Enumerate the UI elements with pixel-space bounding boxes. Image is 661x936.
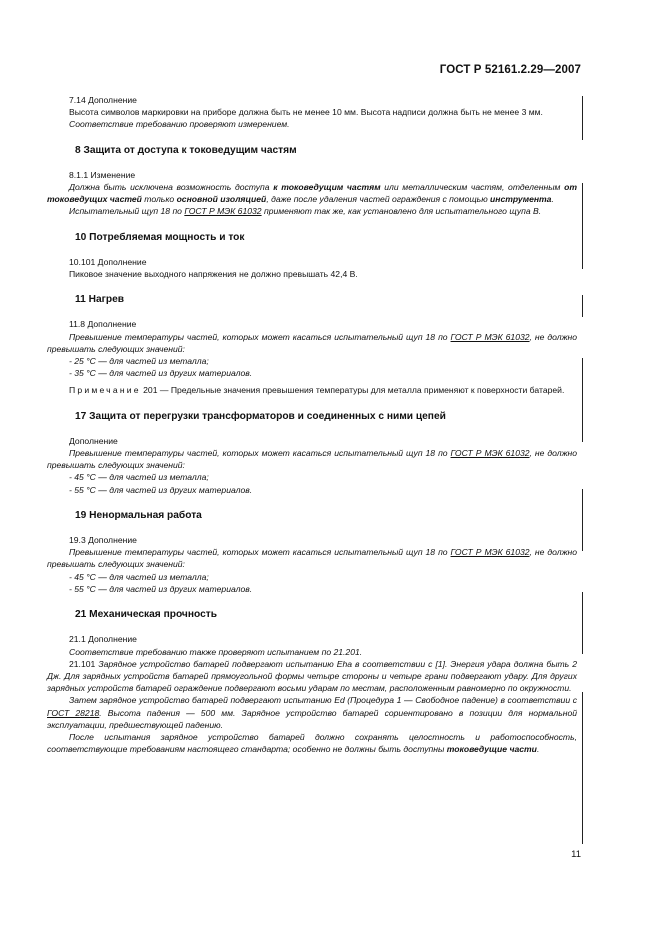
paragraph: Испытательный щуп 18 по ГОСТ Р МЭК 61032 применяют так же, как установлено для испытательного щупа B.	[69, 206, 542, 217]
section-heading: 21 Механическая прочность	[75, 609, 217, 621]
paragraph: Превышение температуры частей, которых может касаться испытательный щуп 18 по ГОСТ Р МЭК 61032, не должно превышать следующих значений:	[47, 547, 577, 570]
document-header: ГОСТ Р 52161.2.29—2007	[439, 64, 581, 76]
standard-link[interactable]: ГОСТ Р МЭК 61032	[184, 206, 262, 217]
note: Примечание 201 — Предельные значения превышения температуры для металла применяют к поверхности батарей.	[69, 385, 565, 396]
change-bar	[582, 358, 583, 442]
paragraph: Должна быть исключена возможность доступа к токоведущим частям или металлическим частям, отделенным от токоведущих частей только основной изоляцией, даже после удаления частей ограждения с помощью инструмента.	[47, 182, 577, 205]
list-item: - 35 °С — для частей из других материалов.	[69, 368, 253, 379]
paragraph: После испытания зарядное устройство батарей должно сохранять целостность и работоспособность, соответствующие требованиям настоящего стандарта; особенно не должны быть доступны токоведущие части.	[47, 731, 577, 755]
change-bar	[582, 183, 583, 269]
clause-number: 19.3 Дополнение	[69, 535, 137, 546]
paragraph: Соответствие требованию проверяют измерением.	[69, 119, 290, 130]
section-heading: 17 Защита от перегрузки трансформаторов и соединенных с ними цепей	[75, 410, 446, 422]
paragraph: Соответствие требованию также проверяют испытанием по 21.201.	[69, 646, 363, 657]
list-item: - 55 °С — для частей из других материалов.	[69, 583, 253, 594]
clause-number: 21.1 Дополнение	[69, 634, 137, 645]
clause-number: Дополнение	[69, 435, 118, 446]
section-heading: 19 Ненормальная работа	[75, 509, 202, 521]
change-bar	[582, 692, 583, 844]
list-item: - 45 °С — для частей из металла;	[69, 571, 209, 582]
section-heading: 10 Потребляемая мощность и ток	[75, 231, 245, 243]
paragraph: Высота символов маркировки на приборе должна быть не менее 10 мм. Высота надписи должна быть не менее 3 мм.	[69, 107, 543, 118]
change-bar	[582, 295, 583, 317]
paragraph: Превышение температуры частей, которых может касаться испытательный щуп 18 по ГОСТ Р МЭК 61032, не должно превышать следующих значений:	[47, 448, 577, 471]
change-bar	[582, 96, 583, 140]
section-heading: 11 Нагрев	[75, 294, 125, 306]
clause-number: 7.14 Дополнение	[69, 95, 137, 105]
standard-link[interactable]: ГОСТ Р МЭК 61032	[450, 331, 530, 342]
document-body	[47, 94, 577, 755]
change-bar	[582, 489, 583, 551]
standard-link[interactable]: ГОСТ 28218	[47, 707, 100, 718]
paragraph: Затем зарядное устройство батарей подвергают испытанию Ed (Процедура 1 — Свободное падение) в соответствии с ГОСТ 28218. Высота падения — 500 мм. Зарядное устройство батарей сориентировано в позиции для нормальной эксплуатации, предшествующей падению.	[47, 695, 577, 730]
standard-link[interactable]: ГОСТ Р МЭК 61032	[450, 448, 530, 459]
list-item: - 45 °С — для частей из металла;	[69, 472, 209, 483]
clause-number: 11.8 Дополнение	[69, 319, 137, 330]
list-item: - 55 °С — для частей из других материалов.	[69, 484, 253, 495]
paragraph: Пиковое значение выходного напряжения не должно превышать 42,4 В.	[69, 269, 358, 280]
change-bar	[582, 592, 583, 654]
clause-number: 10.101 Дополнение	[69, 256, 147, 267]
clause-number: 8.1.1 Изменение	[69, 169, 136, 180]
page-number: 11	[571, 849, 581, 860]
paragraph: 21.101 Зарядное устройство батарей подвергают испытанию Eha в соответствии с [1]. Энергия удара должна быть 2 Дж. Для зарядных устройств батарей прямоугольной формы четыре стороны и четыре грани подвергают удару. Для других зарядных устройств батарей ограждение подвергают восьми ударам по местам, расположенным равномерно по окружности.	[47, 658, 577, 694]
paragraph: Превышение температуры частей, которых может касаться испытательный щуп 18 по ГОСТ Р МЭК 61032, не должно превышать следующих значений:	[47, 331, 577, 354]
standard-link[interactable]: ГОСТ Р МЭК 61032	[450, 547, 530, 558]
section-heading: 8 Защита от доступа к токоведущим частям	[75, 144, 297, 156]
list-item: - 25 °С — для частей из металла;	[69, 356, 209, 367]
